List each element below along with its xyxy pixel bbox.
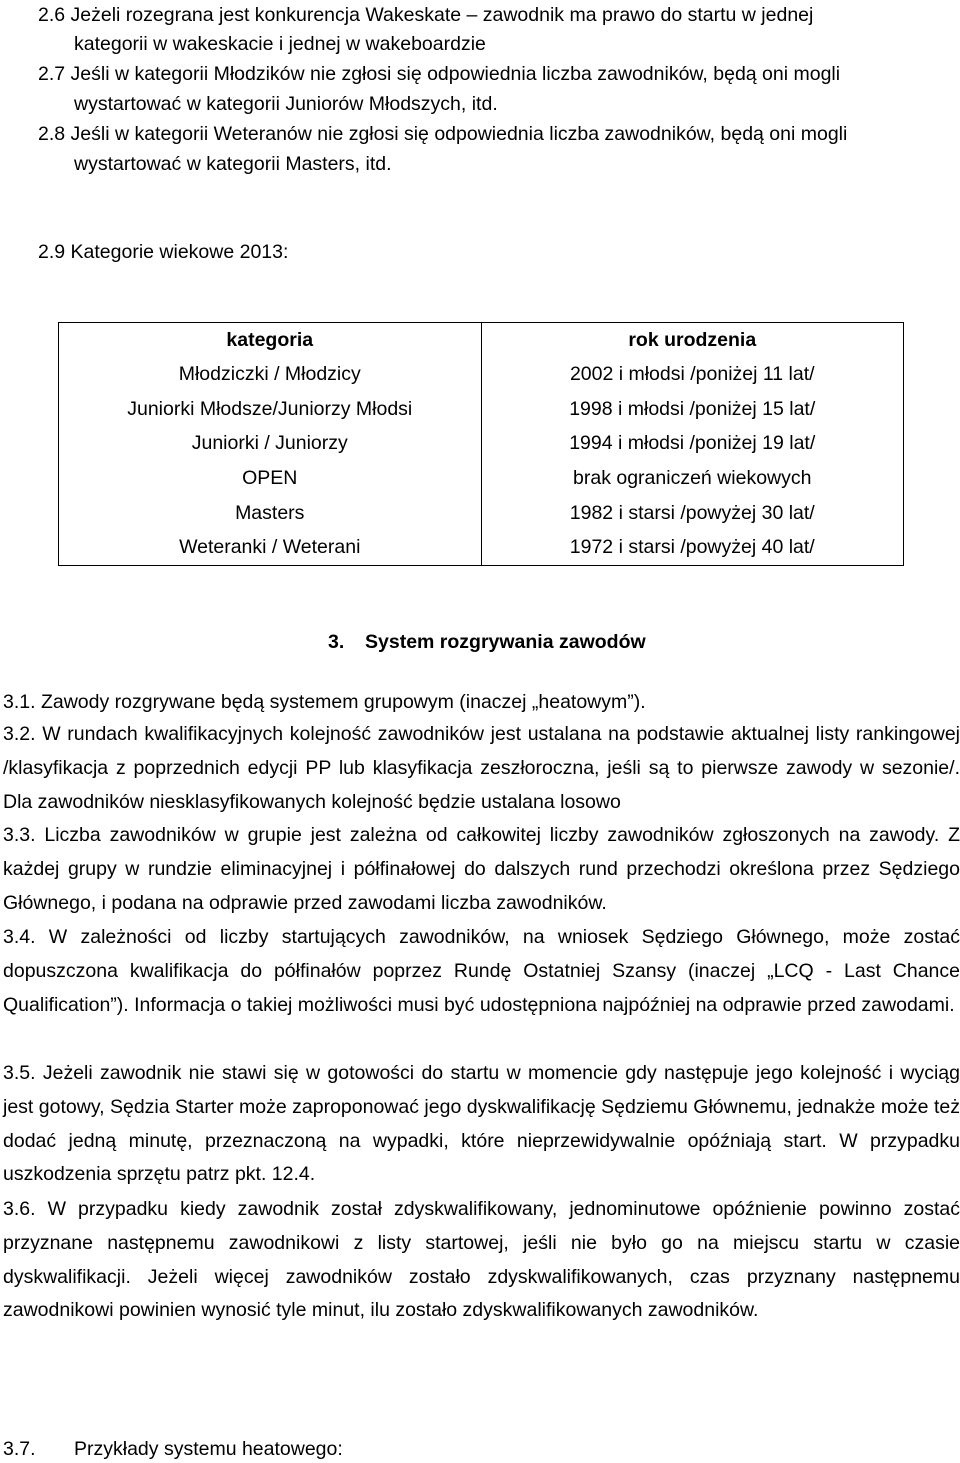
section-3-title: System rozgrywania zawodów bbox=[365, 631, 646, 653]
age-category-table bbox=[58, 322, 904, 566]
table-row bbox=[59, 530, 904, 565]
table-cell-birth-year: 2002 i młodsi /poniżej 11 lat/ bbox=[569, 363, 815, 386]
table-cell-category: Młodziczki / Młodzicy bbox=[59, 358, 482, 393]
rule-2-7-line-2: wystartować w kategorii Juniorów Młodszych, itd. bbox=[74, 93, 498, 115]
table-cell-birth-year: 1982 i starsi /powyżej 30 lat/ bbox=[569, 501, 815, 524]
table-cell-category: Juniorki Młodsze/Juniorzy Młodsi bbox=[59, 392, 482, 427]
rule-2-8-line-1: 2.8 Jeśli w kategorii Weteranów nie zgłosi się odpowiednia liczba zawodników, będą oni mogli bbox=[38, 123, 848, 145]
section-3-number: 3. bbox=[328, 631, 345, 653]
paragraph-3-3: 3.3. Liczba zawodników w grupie jest zależna od całkowitej liczby zawodników zgłoszonych na zawody. Z każdej grupy w rundzie eliminacyjnej i półfinałowej do dalszych rund przechodzi określona przez Sędziego Głównego, i podana na odprawie przed zawodami liczba zawodników. bbox=[3, 824, 960, 914]
paragraph-3-7-text: Przykłady systemu heatowego: bbox=[74, 1438, 343, 1460]
table-cell-birth-year: 1972 i starsi /powyżej 40 lat/ bbox=[569, 536, 815, 559]
paragraph-3-7-number: 3.7. bbox=[3, 1438, 36, 1460]
age-section-title: 2.9 Kategorie wiekowe 2013: bbox=[38, 241, 289, 263]
paragraph-3-1: 3.1. Zawody rozgrywane będą systemem grupowym (inaczej „heatowym”). bbox=[3, 691, 646, 713]
table-cell-birth-year: 1998 i młodsi /poniżej 15 lat/ bbox=[569, 397, 816, 420]
table-header-category: kategoria bbox=[59, 323, 482, 358]
paragraph-3-4: 3.4. W zależności od liczby startujących zawodników, na wniosek Sędziego Głównego, może zostać dopuszczona kwalifikacja do półfinałów poprzez Rundę Ostatniej Szansy (inaczej „LCQ - Last Chance Qualification”). Informacja o takiej możliwości musi być udostępniona najpóźniej na odprawie przed zawodami. bbox=[3, 926, 960, 1016]
table-header-birth-year: rok urodzenia bbox=[628, 328, 757, 351]
table-row bbox=[59, 427, 904, 462]
rule-2-6-line-2: kategorii w wakeskacie i jednej w wakeboardzie bbox=[74, 33, 486, 55]
paragraph-3-2: 3.2. W rundach kwalifikacyjnych kolejność zawodników jest ustalana na podstawie aktualnej listy rankingowej /klasyfikacja z poprzednich edycji PP lub klasyfikacja zeszłoroczna, jeśli są to pierwsze zawody w sezonie/. Dla zawodników niesklasyfikowanych kolejność będzie ustalana losowo bbox=[3, 723, 960, 813]
table-cell-birth-year: brak ograniczeń wiekowych bbox=[573, 467, 812, 490]
table-cell-category: Weteranki / Weterani bbox=[59, 530, 482, 565]
table-row bbox=[59, 392, 904, 427]
rule-2-7-line-1: 2.7 Jeśli w kategorii Młodzików nie zgłosi się odpowiednia liczba zawodników, będą oni mogli bbox=[38, 63, 841, 85]
table-cell-category: OPEN bbox=[59, 461, 482, 496]
table-cell-category: Masters bbox=[59, 496, 482, 531]
rule-2-6-line-1: 2.6 Jeżeli rozegrana jest konkurencja Wakeskate – zawodnik ma prawo do startu w jednej bbox=[38, 4, 814, 26]
table-row bbox=[59, 358, 904, 393]
table-header-row bbox=[59, 323, 904, 358]
table-cell-category: Juniorki / Juniorzy bbox=[59, 427, 482, 462]
table-row bbox=[59, 496, 904, 531]
table-row bbox=[59, 461, 904, 496]
table-cell-birth-year: 1994 i młodsi /poniżej 19 lat/ bbox=[569, 432, 816, 455]
paragraph-3-5: 3.5. Jeżeli zawodnik nie stawi się w gotowości do startu w momencie gdy następuje jego kolejność i wyciąg jest gotowy, Sędzia Starter może zaproponować jego dyskwalifikację Sędziemu Głównemu, jednakże może też dodać jedną minutę, przeznaczoną na wypadki, które nieprzewidywalnie opóźniają start. W przypadku uszkodzenia sprzętu patrz pkt. 12.4. bbox=[3, 1062, 960, 1186]
paragraph-3-6: 3.6. W przypadku kiedy zawodnik został zdyskwalifikowany, jednominutowe opóźnienie powinno zostać przyznane następnemu zawodnikowi z listy startowej, jeśli nie było go na miejscu startu w czasie dyskwalifikacji. Jeżeli więcej zawodników zostało zdyskwalifikowanych, czas przyznany następnemu zawodnikowi powinien wynosić tyle minut, ilu zostało zdyskwalifikowanych zawodników. bbox=[3, 1198, 960, 1322]
rule-2-8-line-2: wystartować w kategorii Masters, itd. bbox=[74, 153, 392, 175]
